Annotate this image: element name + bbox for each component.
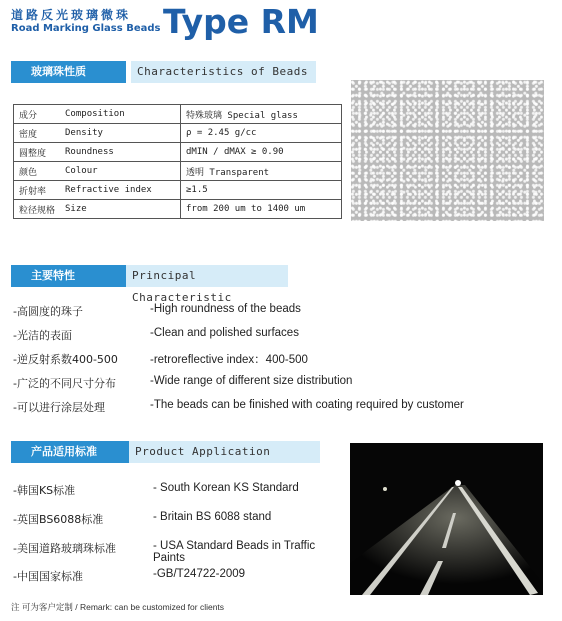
standard-en: -GB/T24722-2009 — [153, 568, 246, 580]
table-row — [14, 181, 342, 200]
table-row — [14, 105, 342, 124]
list-item — [0, 540, 350, 564]
characteristics-header — [11, 61, 316, 83]
list-item — [0, 511, 350, 535]
brand-name-cn: 道路反光玻璃微珠 — [11, 8, 132, 22]
row-label-en: Refractive index — [60, 181, 181, 200]
feature-en: -Clean and polished surfaces — [150, 327, 299, 339]
standard-cn: -中国国家标准 — [13, 570, 83, 583]
feature-cn: -高圆度的珠子 — [13, 305, 83, 318]
row-label-cn: 成分 — [14, 105, 61, 124]
principal-header-en: Principal Characteristic — [126, 265, 288, 287]
standard-en: - USA Standard Beads in Traffic Paints — [153, 540, 316, 564]
row-label-cn: 粒径规格 — [14, 200, 61, 219]
row-label-en: Colour — [60, 162, 181, 181]
row-label-cn: 颜色 — [14, 162, 61, 181]
application-header — [11, 441, 320, 463]
row-label-en: Density — [60, 124, 181, 143]
principal-header-cn: 主要特性 — [11, 265, 126, 287]
list-item — [0, 327, 562, 351]
table-row — [14, 162, 342, 181]
table-row — [14, 124, 342, 143]
feature-en: -High roundness of the beads — [150, 303, 301, 315]
night-road-photo — [350, 443, 543, 595]
feature-en: -The beads can be finished with coating required by customer — [150, 399, 464, 411]
standard-en: - South Korean KS Standard — [153, 482, 299, 494]
feature-en: -retroreflective index：400-500 — [150, 354, 308, 366]
row-label-en: Roundness — [60, 143, 181, 162]
product-title: Type RM — [163, 2, 319, 41]
characteristics-header-en: Characteristics of Beads — [131, 61, 316, 83]
row-label-en: Size — [60, 200, 181, 219]
standard-cn: -韩国KS标准 — [13, 484, 76, 497]
row-value: ρ = 2.45 g/cc — [181, 124, 342, 143]
feature-cn: -可以进行涂层处理 — [13, 401, 105, 414]
principal-header — [11, 265, 288, 304]
row-label-cn: 密度 — [14, 124, 61, 143]
row-label-cn: 折射率 — [14, 181, 61, 200]
list-item — [0, 303, 562, 327]
remark-note: 注 可为客户定制 / Remark: can be customized for clients — [11, 602, 225, 612]
characteristics-header-cn: 玻璃珠性质 — [11, 61, 126, 83]
list-item — [0, 375, 562, 399]
road-illustration — [350, 443, 543, 595]
table-row — [14, 200, 342, 219]
list-item — [0, 568, 350, 592]
row-value: dMIN / dMAX ≥ 0.90 — [181, 143, 342, 162]
table-row — [14, 143, 342, 162]
row-value: ≥1.5 — [181, 181, 342, 200]
row-value: 特殊玻璃 Special glass — [181, 105, 342, 124]
glass-beads-photo — [351, 80, 544, 221]
feature-cn: -广泛的不同尺寸分布 — [13, 377, 116, 390]
row-label-cn: 圆整度 — [14, 143, 61, 162]
standard-cn: -英国BS6088标准 — [13, 513, 104, 526]
standard-cn: -美国道路玻璃珠标准 — [13, 542, 116, 555]
feature-cn: -光洁的表面 — [13, 329, 72, 342]
application-header-en: Product Application — [129, 441, 320, 463]
row-value: from 200 um to 1400 um — [181, 200, 342, 219]
characteristics-table — [13, 104, 342, 219]
list-item — [0, 399, 562, 423]
list-item — [0, 482, 350, 506]
row-value: 透明 Transparent — [181, 162, 342, 181]
brand-name-en: Road Marking Glass Beads — [11, 23, 161, 34]
application-header-cn: 产品适用标准 — [11, 441, 136, 463]
standard-en: - Britain BS 6088 stand — [153, 511, 272, 523]
feature-en: -Wide range of different size distribution — [150, 375, 353, 387]
list-item — [0, 351, 562, 375]
row-label-en: Composition — [60, 105, 181, 124]
feature-cn: -逆反射系数400-500 — [13, 353, 118, 366]
